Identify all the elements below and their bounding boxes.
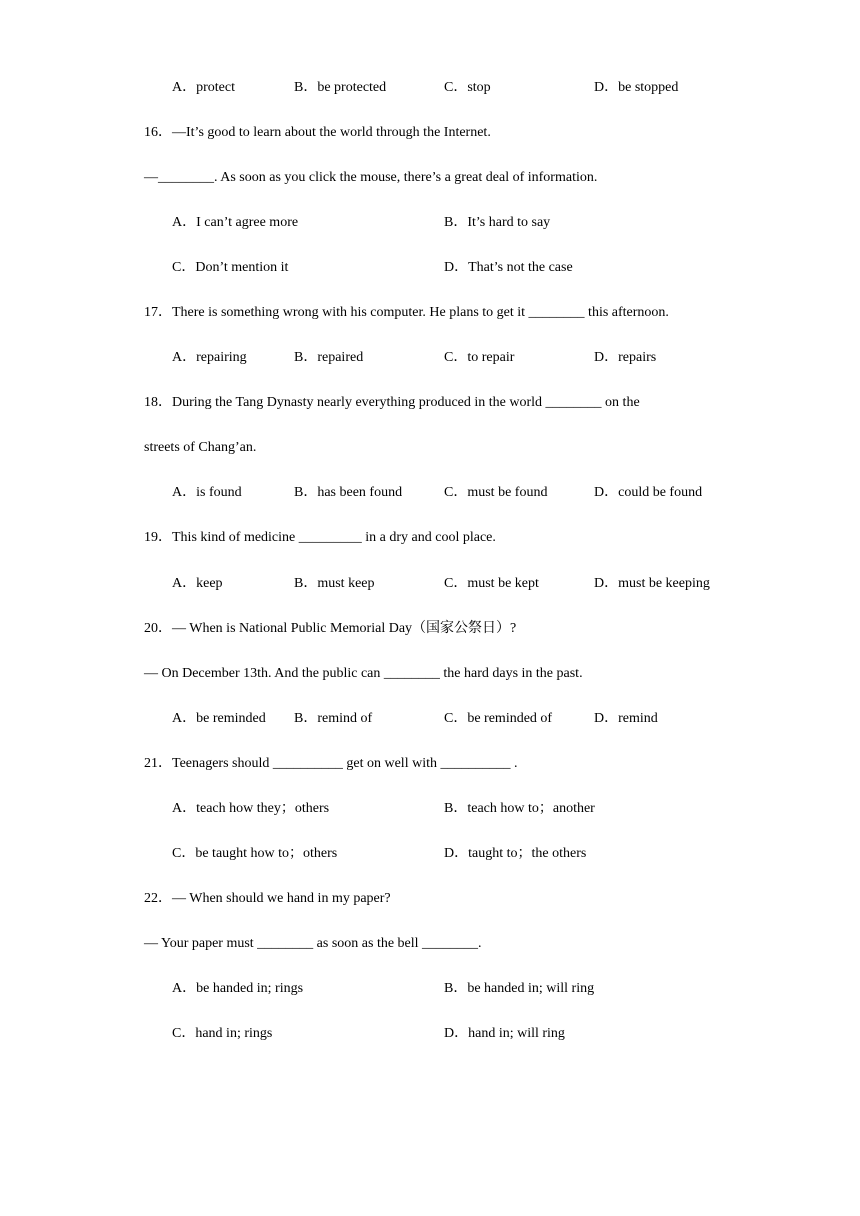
q22-option-b: B．be handed in; will ring — [444, 981, 595, 996]
q20-question: 20．— When is National Public Memorial Day（国家公祭日）? — [144, 621, 517, 636]
q17-question: 17．There is something wrong with his computer. He plans to get it ________ this afternoon. — [144, 305, 669, 320]
q20-option-b: B．remind of — [294, 711, 373, 726]
q16-option-a: A．I can’t agree more — [172, 215, 299, 230]
q22-question: 22．— When should we hand in my paper? — [144, 891, 391, 906]
q22-option-d: D．hand in; will ring — [444, 1026, 565, 1041]
q15-option-a: A．protect — [172, 80, 235, 95]
q15-option-d: D．be stopped — [594, 80, 679, 95]
q18-option-a: A．is found — [172, 485, 242, 500]
q21-question: 21．Teenagers should __________ get on well with __________ . — [144, 756, 518, 771]
q17-option-c: C．to repair — [444, 350, 515, 365]
q22-option-c: C．hand in; rings — [172, 1026, 273, 1041]
q20-option-d: D．remind — [594, 711, 658, 726]
q22-reply: — Your paper must ________ as soon as the bell ________. — [144, 936, 482, 951]
q17-option-b: B．repaired — [294, 350, 364, 365]
q15-option-b: B．be protected — [294, 80, 387, 95]
q18-option-c: C．must be found — [444, 485, 548, 500]
q18-question-cont: streets of Chang’an. — [144, 440, 257, 455]
q15-option-c: C．stop — [444, 80, 491, 95]
q20-reply: — On December 13th. And the public can ________ the hard days in the past. — [144, 666, 583, 681]
q21-option-d: D．taught to；the others — [444, 846, 587, 861]
q21-option-b: B．teach how to；another — [444, 801, 595, 816]
q18-question: 18．During the Tang Dynasty nearly everything produced in the world ________ on the — [144, 395, 640, 410]
q16-option-c: C．Don’t mention it — [172, 260, 289, 275]
q22-option-a: A．be handed in; rings — [172, 981, 304, 996]
q16-question: 16．—It’s good to learn about the world through the Internet. — [144, 125, 491, 140]
q19-option-a: A．keep — [172, 576, 223, 591]
q21-option-c: C．be taught how to；others — [172, 846, 338, 861]
q19-option-d: D．must be keeping — [594, 576, 710, 591]
q17-option-a: A．repairing — [172, 350, 247, 365]
q18-option-b: B．has been found — [294, 485, 403, 500]
q18-option-d: D．could be found — [594, 485, 703, 500]
q20-option-c: C．be reminded of — [444, 711, 553, 726]
q16-option-b: B．It’s hard to say — [444, 215, 551, 230]
q19-option-c: C．must be kept — [444, 576, 539, 591]
q19-question: 19．This kind of medicine _________ in a dry and cool place. — [144, 530, 496, 545]
q16-option-d: D．That’s not the case — [444, 260, 573, 275]
q21-option-a: A．teach how they；others — [172, 801, 330, 816]
q16-reply: —________. As soon as you click the mouse, there’s a great deal of information. — [144, 170, 598, 185]
q17-option-d: D．repairs — [594, 350, 657, 365]
q19-option-b: B．must keep — [294, 576, 375, 591]
q20-option-a: A．be reminded — [172, 711, 266, 726]
